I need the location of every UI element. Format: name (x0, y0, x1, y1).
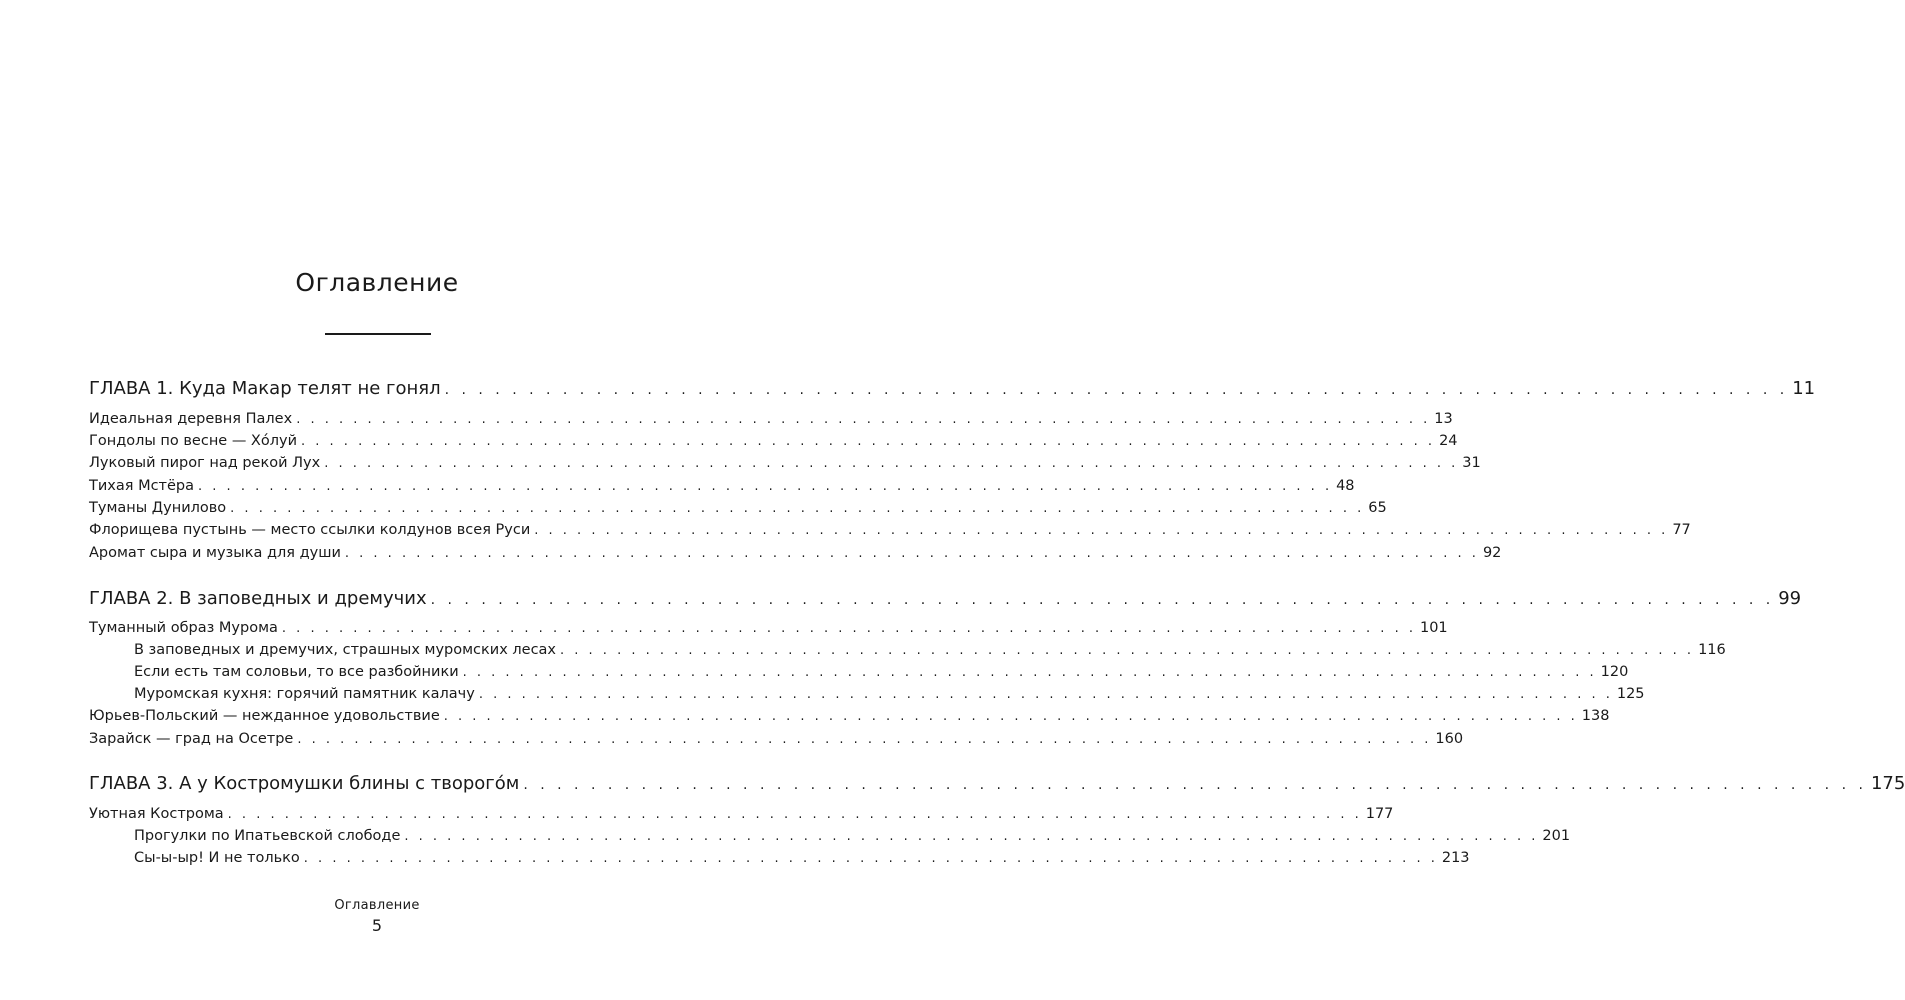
toc-entry (89, 522, 1691, 538)
toc-label: Уютная Кострома (89, 806, 224, 822)
toc-page-number: 213 (1441, 850, 1470, 866)
toc-entry (89, 806, 1394, 822)
toc-label: ГЛАВА 2. В заповедных и дремучих (89, 588, 427, 609)
toc-page-number: 24 (1439, 433, 1458, 449)
toc-page-number: 92 (1482, 545, 1502, 561)
toc-leader-dots: . . . . . . . . . . . . . . . . . . . . . . . . . . . . . . . . . . . . . . . . . . . . . . . . . . . . . . . . . . . . . . . . . . . . . . . . . . . . . . . . (198, 479, 1333, 494)
toc-label: Туманный образ Мурома (89, 620, 278, 636)
toc-page-number: 201 (1542, 828, 1571, 844)
toc-page-number: 120 (1600, 664, 1629, 680)
toc-leader-dots: . . . . . . . . . . . . . . . . . . . . . . . . . . . . . . . . . . . . . . . . . . . . . . . . . . . . . . . . . . . . . . . . . . . . . . . . . . . . . . . . (534, 523, 1669, 538)
toc-label: Туманы Дунилово (89, 500, 227, 516)
toc-page-number: 77 (1672, 522, 1691, 538)
toc-label: Зарайск — град на Осетре (89, 731, 294, 747)
toc-chapter (89, 378, 1816, 399)
toc-entry (89, 500, 1387, 516)
toc-subentry (134, 664, 1629, 680)
toc-page-number: 177 (1365, 806, 1394, 822)
toc-subentry (134, 850, 1470, 866)
toc-subentry (134, 828, 1571, 844)
toc-leader-dots: . . . . . . . . . . . . . . . . . . . . . . . . . . . . . . . . . . . . . . . . . . . . . . . . . . . . . . . . . . . . . . . . . . . . . . . . . . . . . . . . (301, 434, 1436, 449)
toc-page-number: 65 (1368, 500, 1387, 516)
toc-leader-dots: . . . . . . . . . . . . . . . . . . . . . . . . . . . . . . . . . . . . . . . . . . . . . . . . . . . . . . . . . . . . . . . . . . . . . . . . . . . . . . . . (227, 807, 1362, 822)
toc-entry (89, 620, 1448, 636)
toc-leader-dots: . . . . . . . . . . . . . . . . . . . . . . . . . . . . . . . . . . . . . . . . . . . . . . . . . . . . . . . . . . . . . . . . . . . . . . . . . . . . . . . . (462, 665, 1597, 680)
toc-label: В заповедных и дремучих, страшных муромских лесах (134, 642, 557, 658)
toc-label: Аромат сыра и музыка для души (89, 545, 341, 561)
toc-leader-dots: . . . . . . . . . . . . . . . . . . . . . . . . . . . . . . . . . . . . . . . . . . . . . . . . . . . . . . . . . . . . . . . . . . . . . . . . . . . . . . . . (560, 643, 1695, 658)
toc-label: Луковый пирог над рекой Лух (89, 455, 321, 471)
toc-page-number: 138 (1581, 708, 1610, 724)
toc-entry (89, 708, 1610, 724)
toc-label: ГЛАВА 3. А у Костромушки блины с творогóм (89, 773, 520, 794)
toc-leader-dots: . . . . . . . . . . . . . . . . . . . . . . . . . . . . . . . . . . . . . . . . . . . . . . . . . . . . . . . . . . . . . . . . . . . . . . . . . . . . . . . . (443, 709, 1578, 724)
toc-leader-dots: . . . . . . . . . . . . . . . . . . . . . . . . . . . . . . . . . . . . . . . . . . . . . . . . . . . . . . . . . . . . . . . . . . . . . . . . . . . . . . . . (404, 829, 1539, 844)
toc-leader-dots: . . . . . . . . . . . . . . . . . . . . . . . . . . . . . . . . . . . . . . . . . . . . . . . . . . . . . . . . . . . . . . . . . . . . . . . . . . . . . . . . (478, 687, 1613, 702)
toc-page-number: 160 (1435, 731, 1464, 747)
toc-label: Гондолы по весне — Хóлуй (89, 433, 298, 449)
toc-label: Флорищева пустынь — место ссылки колдунов всея Руси (89, 522, 531, 538)
toc-label: ГЛАВА 1. Куда Макар телят не гонял (89, 378, 441, 399)
toc-leader-dots: . . . . . . . . . . . . . . . . . . . . . . . . . . . . . . . . . . . . . . . . . . . . . . . . . . . . . . . . . . . . . . . . . . . . . . . . . . . . . . . . (324, 456, 1459, 471)
toc-label: Тихая Мстёра (89, 478, 195, 494)
toc-page-number: 11 (1792, 378, 1816, 399)
toc-entry (89, 411, 1453, 427)
toc-leader-dots: . . . . . . . . . . . . . . . . . . . . . . . . . . . . . . . . . . . . . . . . . . . . . . . . . . . . . . . . . . . . . . . . . . . . . . . . . . . . . . . . (297, 732, 1432, 747)
toc-page-number: 116 (1698, 642, 1726, 658)
toc-subentry (134, 686, 1645, 702)
toc-chapter (89, 588, 1802, 609)
page-number: 5 (371, 916, 383, 935)
toc-label: Сы-ы-ыр! И не только (134, 850, 300, 866)
toc-label: Если есть там соловьи, то все разбойники (134, 664, 459, 680)
toc-page-number: 13 (1434, 411, 1453, 427)
toc-leader-dots: . . . . . . . . . . . . . . . . . . . . . . . . . . . . . . . . . . . . . . . . . . . . . . . . . . . . . . . . . . . . . . . . . . . . . . . . . . . . . . . . (444, 382, 1789, 398)
toc-chapter (89, 773, 1905, 794)
toc-entry (89, 731, 1464, 747)
running-footer: Оглавление (334, 898, 420, 913)
toc-label: Идеальная деревня Палех (89, 411, 293, 427)
toc-page-number: 125 (1616, 686, 1645, 702)
toc-leader-dots: . . . . . . . . . . . . . . . . . . . . . . . . . . . . . . . . . . . . . . . . . . . . . . . . . . . . . . . . . . . . . . . . . . . . . . . . . . . . . . . . (281, 621, 1416, 636)
toc-leader-dots: . . . . . . . . . . . . . . . . . . . . . . . . . . . . . . . . . . . . . . . . . . . . . . . . . . . . . . . . . . . . . . . . . . . . . . . . . . . . . . . . (344, 546, 1479, 561)
toc-label: Прогулки по Ипатьевской слободе (134, 828, 401, 844)
toc-page-number: 175 (1870, 773, 1905, 794)
toc-entry (89, 478, 1355, 494)
toc-leader-dots: . . . . . . . . . . . . . . . . . . . . . . . . . . . . . . . . . . . . . . . . . . . . . . . . . . . . . . . . . . . . . . . . . . . . . . . . . . . . . . . . (230, 501, 1365, 516)
toc-leader-dots: . . . . . . . . . . . . . . . . . . . . . . . . . . . . . . . . . . . . . . . . . . . . . . . . . . . . . . . . . . . . . . . . . . . . . . . . . . . . . . . . (523, 777, 1867, 793)
toc-page-number: 48 (1336, 478, 1355, 494)
toc-leader-dots: . . . . . . . . . . . . . . . . . . . . . . . . . . . . . . . . . . . . . . . . . . . . . . . . . . . . . . . . . . . . . . . . . . . . . . . . . . . . . . . . (303, 851, 1438, 866)
toc-entry (89, 433, 1458, 449)
toc-label: Юрьев-Польский — нежданное удовольствие (89, 708, 440, 724)
toc-page-number: 31 (1462, 455, 1481, 471)
toc-leader-dots: . . . . . . . . . . . . . . . . . . . . . . . . . . . . . . . . . . . . . . . . . . . . . . . . . . . . . . . . . . . . . . . . . . . . . . . . . . . . . . . . (430, 592, 1775, 608)
toc-label: Муромская кухня: горячий памятник калачу (134, 686, 475, 702)
page-title: Оглавление (295, 268, 459, 297)
title-divider (325, 333, 431, 335)
toc-leader-dots: . . . . . . . . . . . . . . . . . . . . . . . . . . . . . . . . . . . . . . . . . . . . . . . . . . . . . . . . . . . . . . . . . . . . . . . . . . . . . . . . (296, 412, 1431, 427)
toc-page-number: 101 (1419, 620, 1448, 636)
toc-entry (89, 455, 1481, 471)
toc-page-number: 99 (1778, 588, 1802, 609)
toc-subentry (134, 642, 1726, 658)
toc-entry (89, 545, 1502, 561)
